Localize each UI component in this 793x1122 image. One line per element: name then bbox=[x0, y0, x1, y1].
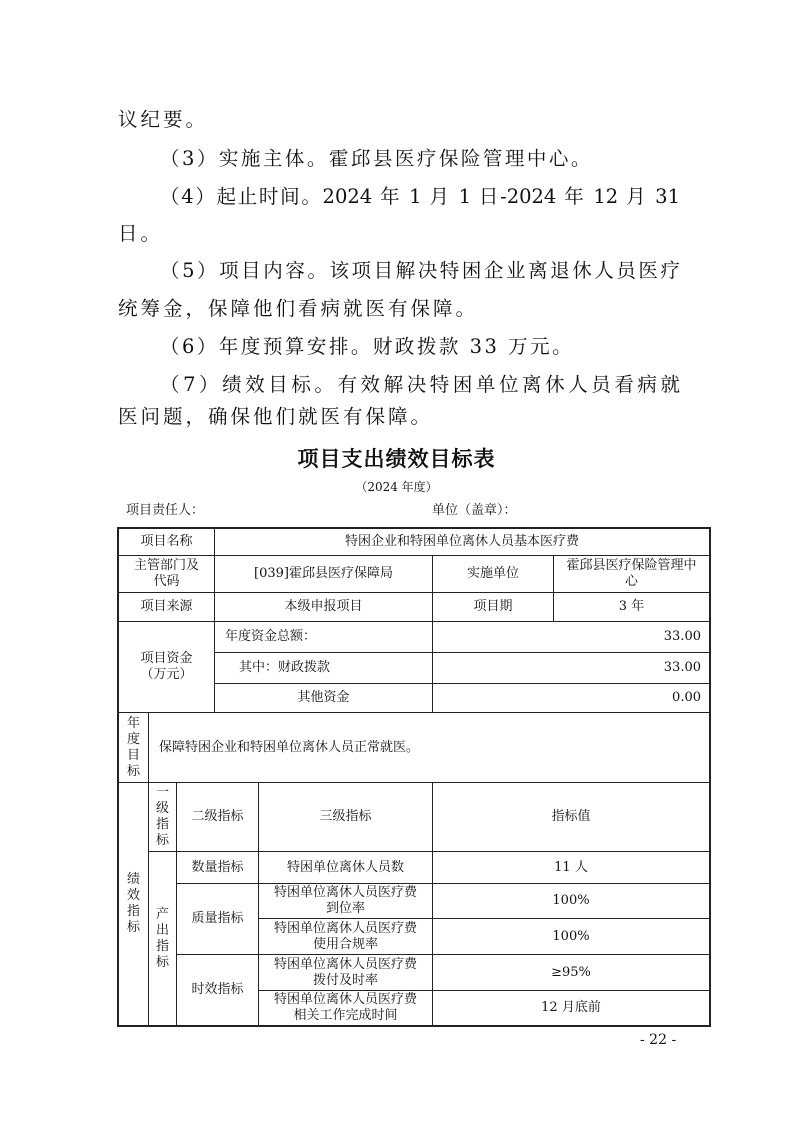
body-line: 日。 bbox=[118, 222, 164, 245]
cell: 霍邱县医疗保险管理中心 bbox=[553, 555, 710, 593]
year-label: （2024 年度） bbox=[355, 480, 438, 494]
cell: 100% bbox=[432, 918, 710, 955]
cell-text: 年度目标 bbox=[126, 715, 140, 779]
cell: 特困单位离休人员医疗费拨付及时率 bbox=[258, 954, 433, 991]
cell: 特困单位离休人员医疗费使用合规率 bbox=[258, 918, 433, 955]
responsible-label: 项目责任人： bbox=[126, 503, 205, 518]
cell: 项目来源 bbox=[118, 592, 215, 622]
cell: 三级指标 bbox=[258, 782, 433, 852]
body-line: （4）起止时间。2024 年 1 月 1 日-2024 年 12 月 31 bbox=[160, 185, 680, 208]
body-line: 统筹金，保障他们看病就医有保障。 bbox=[118, 297, 479, 320]
cell: 项目名称 bbox=[118, 528, 215, 556]
cell: 主管部门及代码 bbox=[118, 555, 215, 593]
body-line: （5）项目内容。该项目解决特困企业离退休人员医疗 bbox=[160, 259, 680, 282]
body-line: （6）年度预算安排。财政拨款 33 万元。 bbox=[160, 335, 575, 358]
cell: 11 人 bbox=[432, 851, 710, 884]
cell bbox=[118, 712, 149, 783]
cell bbox=[148, 851, 177, 1026]
cell: 33.00 bbox=[432, 621, 710, 653]
cell-text: 产出指标 bbox=[155, 906, 169, 970]
cell bbox=[118, 782, 149, 1026]
cell: 指标值 bbox=[432, 782, 710, 852]
cell: 年度资金总额： bbox=[214, 621, 433, 653]
cell: 时效指标 bbox=[176, 954, 259, 1026]
cell: 质量指标 bbox=[176, 883, 259, 955]
body-line: 医问题，确保他们就医有保障。 bbox=[118, 405, 434, 428]
cell: 项目资金（万元） bbox=[118, 621, 215, 713]
cell-text: 绩效指标 bbox=[126, 872, 140, 935]
cell: ≥95% bbox=[432, 954, 710, 991]
cell: 实施单位 bbox=[432, 555, 554, 593]
cell: 特困单位离休人员医疗费到位率 bbox=[258, 883, 433, 919]
body-line: （3）实施主体。霍邱县医疗保险管理中心。 bbox=[160, 147, 593, 170]
cell: 3 年 bbox=[553, 592, 710, 622]
cell bbox=[148, 782, 177, 852]
cell: 其他资金 bbox=[214, 683, 433, 713]
cell: 二级指标 bbox=[176, 782, 259, 852]
cell: 项目期 bbox=[432, 592, 554, 622]
cell: 本级申报项目 bbox=[214, 592, 433, 622]
cell: 其中：财政拨款 bbox=[214, 652, 433, 684]
cell: 特困企业和特困单位离休人员基本医疗费 bbox=[214, 528, 710, 556]
table-title: 项目支出绩效目标表 bbox=[297, 447, 496, 471]
cell: 33.00 bbox=[432, 652, 710, 684]
cell: 特困单位离休人员数 bbox=[258, 851, 433, 884]
cell: 100% bbox=[432, 883, 710, 919]
table-frame bbox=[117, 527, 711, 1027]
cell: [039]霍邱县医疗保障局 bbox=[214, 555, 433, 593]
cell: 0.00 bbox=[432, 683, 710, 713]
cell: 特困单位离休人员医疗费相关工作完成时间 bbox=[258, 990, 433, 1026]
body-line: （7）绩效目标。有效解决特困单位离休人员看病就 bbox=[160, 373, 680, 396]
cell: 保障特困企业和特困单位离休人员正常就医。 bbox=[148, 712, 710, 783]
body-line: 议纪要。 bbox=[118, 108, 209, 131]
cell: 12 月底前 bbox=[432, 990, 710, 1026]
unit-label: 单位（盖章）： bbox=[432, 503, 517, 518]
page-number: - 22 - bbox=[640, 1032, 677, 1048]
cell-text: 一级指标 bbox=[155, 785, 169, 848]
cell: 数量指标 bbox=[176, 851, 259, 884]
